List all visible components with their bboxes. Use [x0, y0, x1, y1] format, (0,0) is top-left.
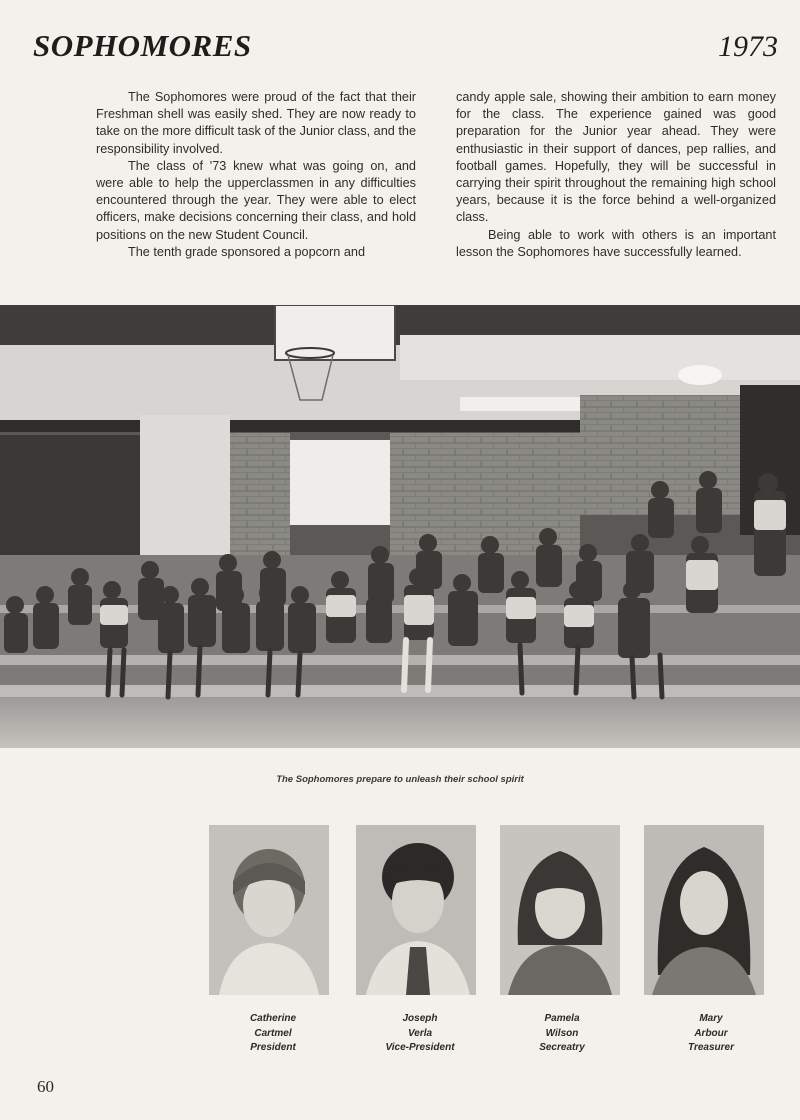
officer-caption-secretary [492, 1012, 632, 1056]
officer-role: Secreatry [539, 1042, 585, 1053]
officer-first-name: Pamela [544, 1013, 580, 1024]
officer-caption-treasurer [641, 1012, 781, 1056]
paragraph: The class of '73 knew what was going on, and were able to help the upperclassmen in any difficulties encountered through the year. They were able to elect officers, make decisions concerning their class, and hold positions on the new Student Council. [96, 158, 416, 242]
photo-caption: The Sophomores prepare to unleash their school spirit [276, 774, 524, 785]
officer-last-name: Verla [407, 1027, 433, 1039]
article-column-right [456, 89, 776, 261]
officer-last-name: Arbour [694, 1027, 728, 1039]
officer-caption-vice-president [350, 1012, 490, 1056]
portrait-pamela-wilson [500, 825, 620, 995]
portrait-joseph-verla [356, 825, 476, 995]
paragraph: The tenth grade sponsored a popcorn and [128, 244, 366, 259]
page-number: 60 [37, 1077, 54, 1096]
officer-role: Treasurer [688, 1042, 734, 1053]
officer-role: President [250, 1042, 296, 1053]
page-title: SOPHOMORES [33, 28, 252, 63]
portrait-mary-arbour [644, 825, 764, 995]
group-photo [0, 305, 800, 748]
officer-first-name: Catherine [249, 1013, 297, 1024]
officer-first-name: Joseph [402, 1013, 438, 1024]
paragraph: The Sophomores were proud of the fact that their Freshman shell was easily shed. They are now ready to take on the more difficult task of the Junior class, and the responsibility involved. [96, 90, 416, 156]
officer-role: Vice-President [385, 1042, 455, 1053]
portrait-catherine-cartmel [209, 825, 329, 995]
paragraph: Being able to work with others is an important lesson the Sophomores have successfully learned. [456, 227, 776, 259]
officer-last-name: Wilson [545, 1027, 579, 1039]
article-column-left [96, 89, 416, 261]
page-year: 1973 [718, 30, 778, 63]
officer-caption-president [203, 1012, 343, 1056]
officer-first-name: Mary [699, 1013, 723, 1024]
paragraph: candy apple sale, showing their ambition to earn money for the class. The experience gained was good preparation for the Junior year ahead. They were enthusiastic in their support of dances, pep rallies, and football games. Hopefully, they will be successful in carrying their spirit throughout the remaining high school years, because it is the force behind a well-organized class. [456, 90, 776, 225]
officer-last-name: Cartmel [254, 1027, 292, 1039]
